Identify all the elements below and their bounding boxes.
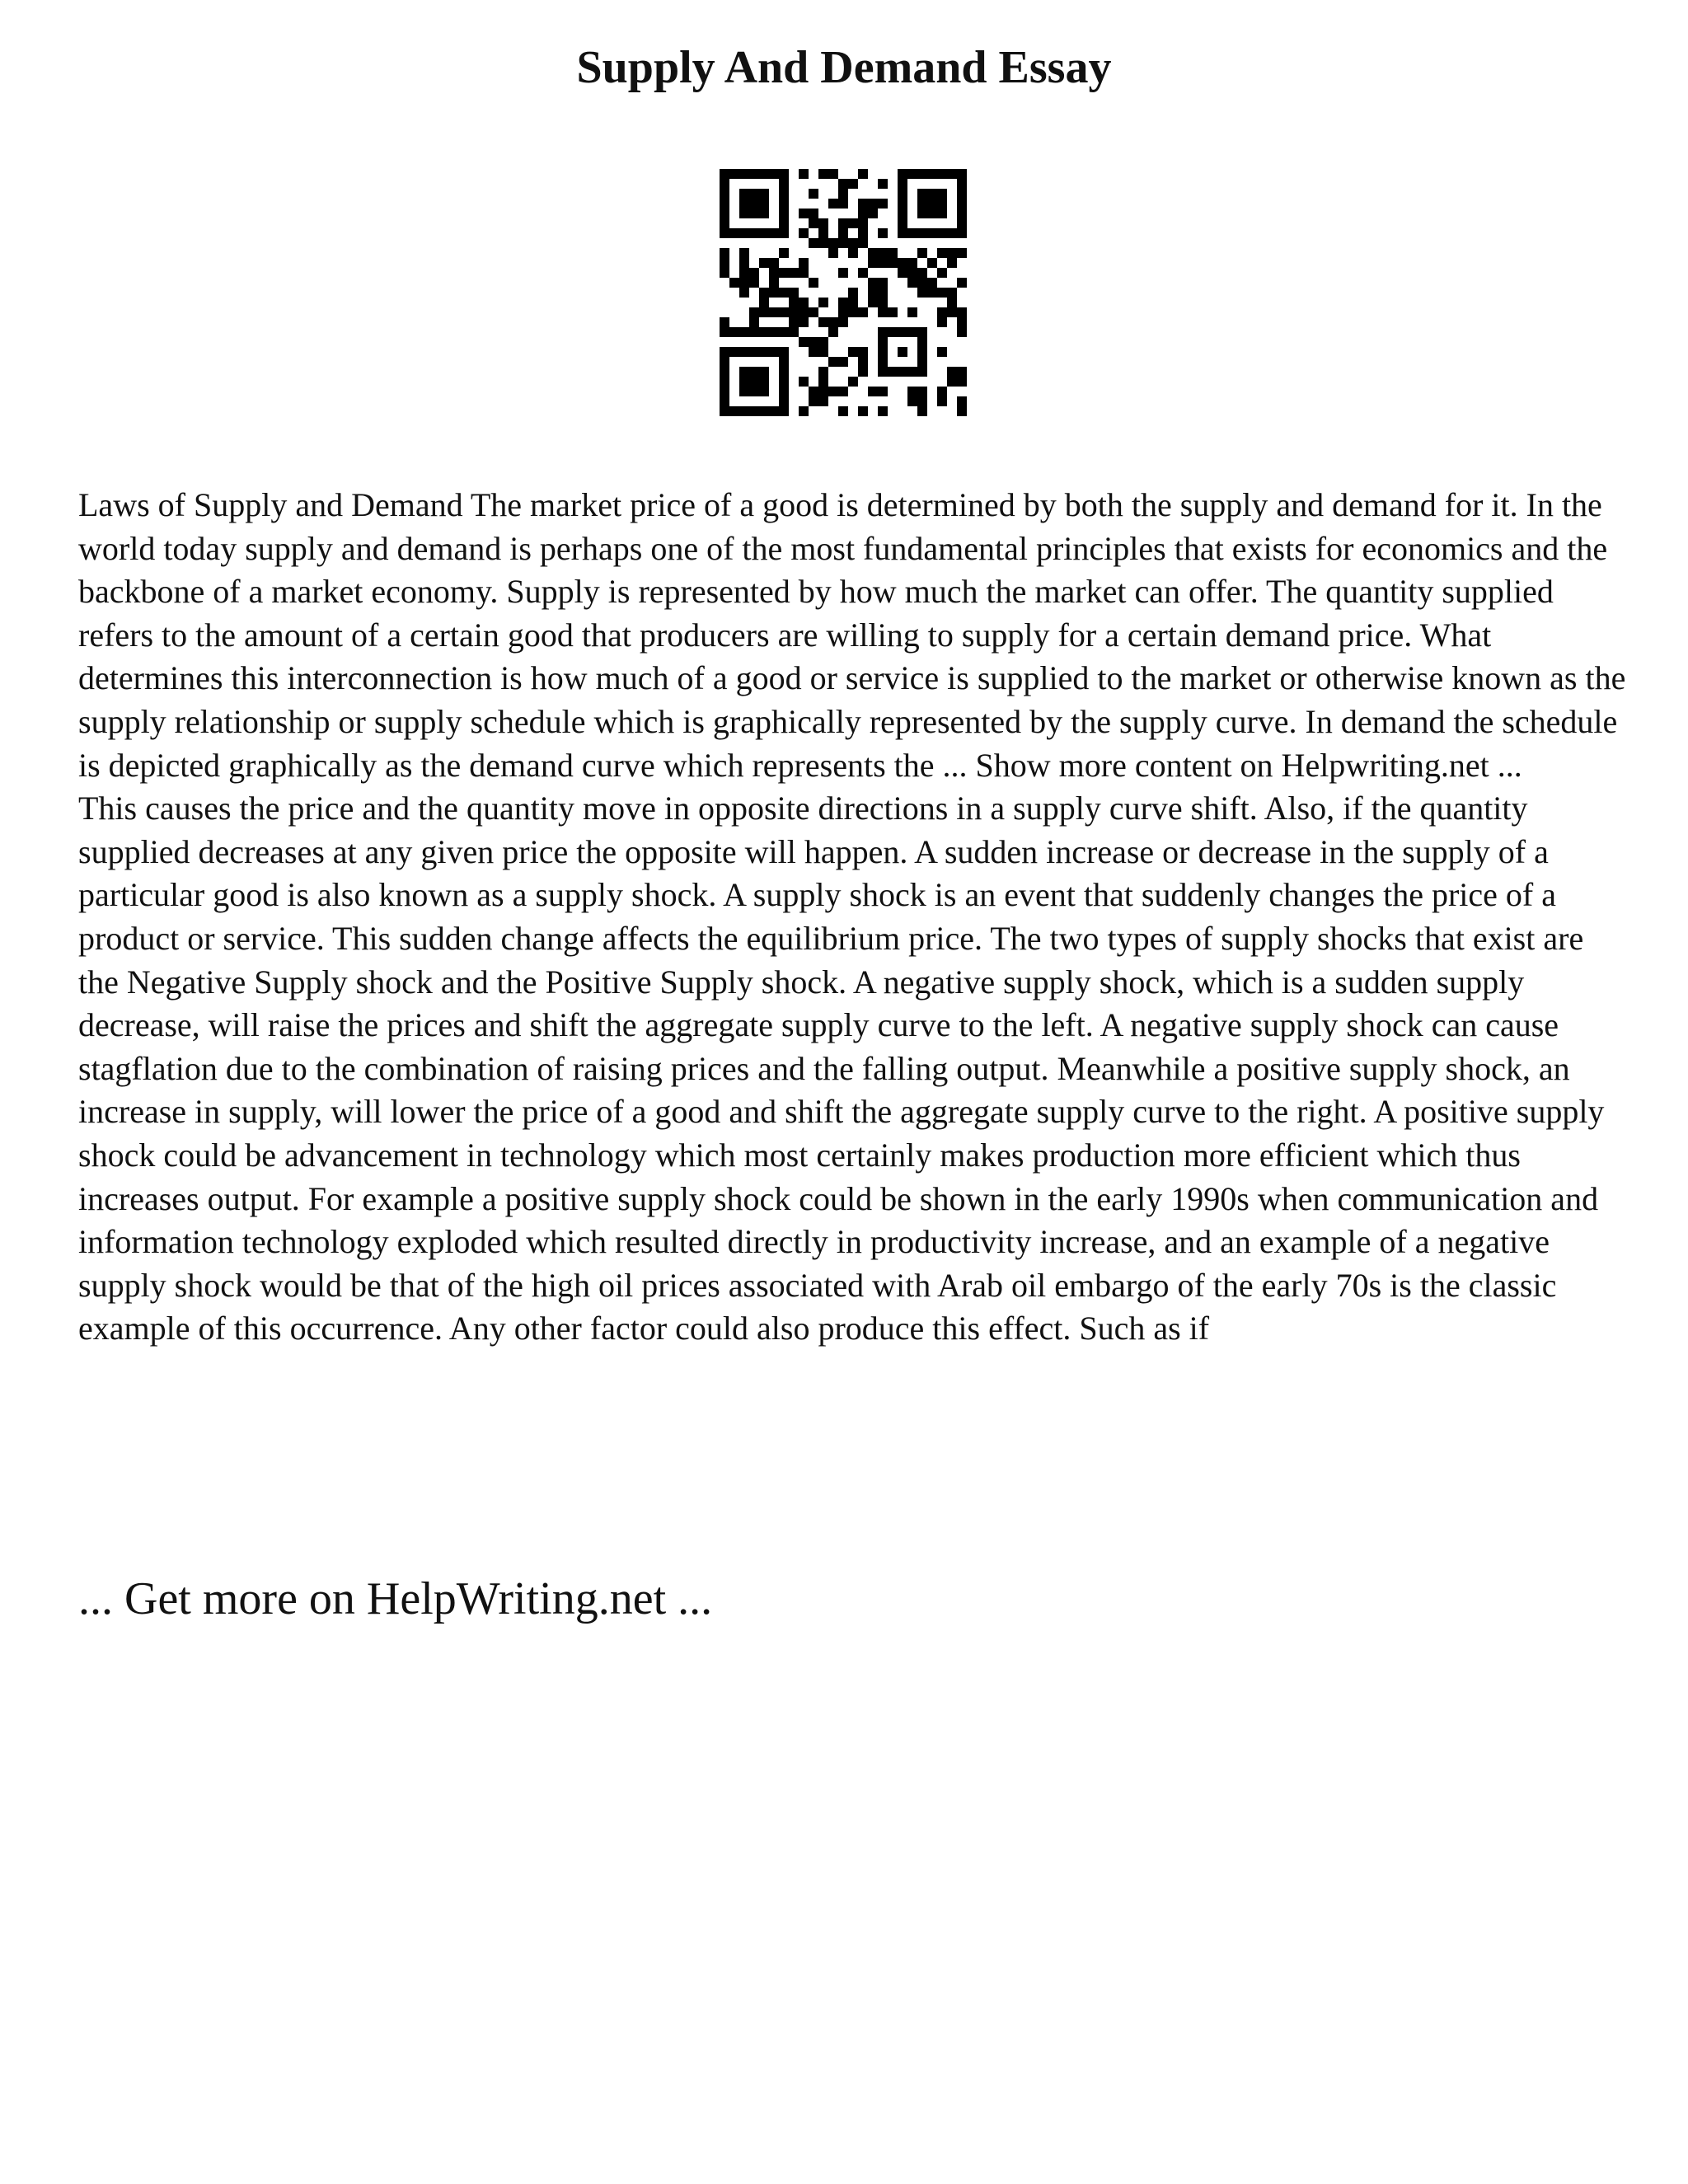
qr-code-image [720, 169, 967, 416]
paragraph: This causes the price and the quantity move in opposite directions in a supply curve shift. Also, if the quantity supplied decreases at any given price the opposite will happen. A sudden increase or decrease in the supply of a particular good is also known as a supply shock. A supply shock is an event that suddenly changes the price of a product or service. This sudden change affects the equilibrium price. The two types of supply shocks that exist are the Negative Supply shock and the Positive Supply shock. A negative supply shock, which is a sudden supply decrease, will raise the prices and shift the aggregate supply curve to the left. A negative supply shock can cause stagflation due to the combination of raising prices and the falling output. Meanwhile a positive supply shock, an increase in supply, will lower the price of a good and shift the aggregate supply curve to the right. A positive supply shock could be advancement in technology which most certainly makes production more efficient which thus increases output. For example a positive supply shock could be shown in the early 1990s when communication and information technology exploded which resulted directly in productivity increase, and an example of a negative supply shock would be that of the high oil prices associated with Arab oil embargo of the early 70s is the classic example of this occurrence. Any other factor could also produce this effect. Such as if [78, 790, 1605, 1347]
get-more-link[interactable]: ... Get more on HelpWriting.net ... [78, 1573, 713, 1624]
essay-body [78, 484, 1628, 1351]
page-title: Supply And Demand Essay [576, 42, 1112, 93]
qr-code-icon [720, 169, 967, 416]
paragraph: Laws of Supply and Demand The market price of a good is determined by both the supply and demand for it. In the world today supply and demand is perhaps one of the most fundamental principles that exists for economics and the backbone of a market economy. Supply is represented by how much the market can offer. The quantity supplied refers to the amount of a certain good that producers are willing to supply for a certain demand price. What determines this interconnection is how much of a good or service is supplied to the market or otherwise known as the supply relationship or supply schedule which is graphically represented by the supply curve. In demand the schedule is depicted graphically as the demand curve which represents the ... Show more content on Helpwriting.net ... [78, 486, 1626, 784]
